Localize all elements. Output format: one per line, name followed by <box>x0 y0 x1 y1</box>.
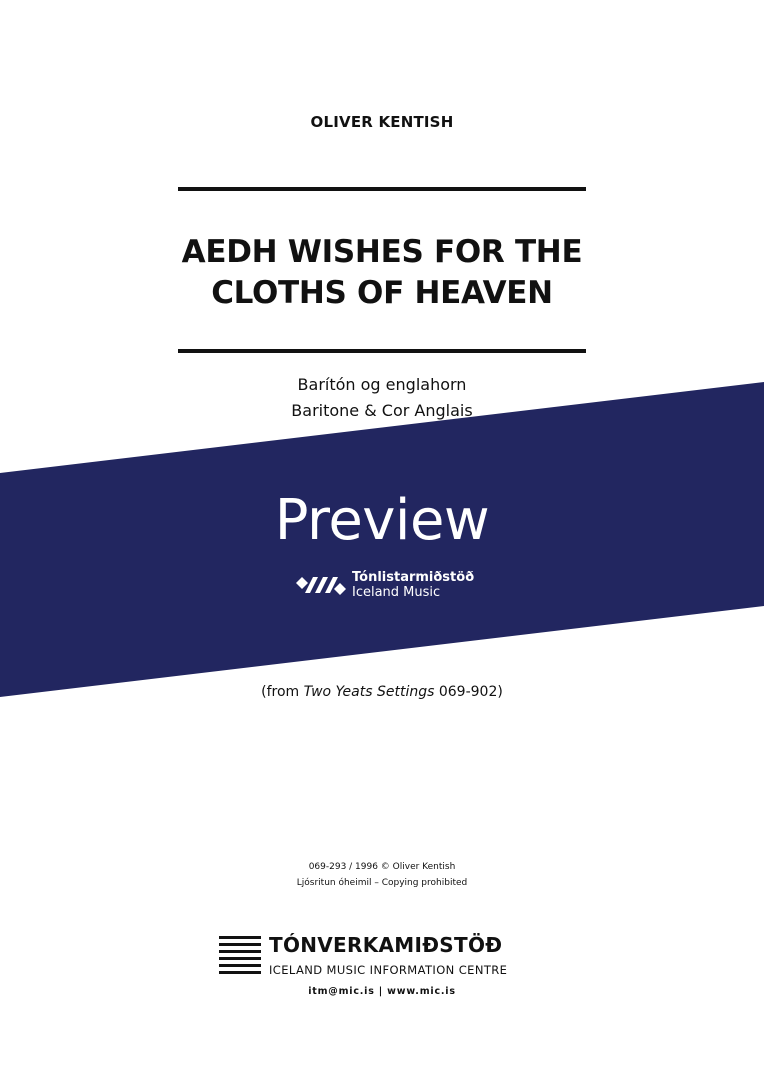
score-title-line-2: CLOTHS OF HEAVEN <box>211 275 553 311</box>
iceland-music-logo-line-1: Tónlistarmiðstöð <box>352 570 475 585</box>
iceland-music-mark-icon <box>294 572 346 598</box>
instrumentation-english: Baritone & Cor Anglais <box>291 401 473 420</box>
copyright-line: 069-293 / 1996 © Oliver Kentish <box>308 862 456 872</box>
iceland-music-logo <box>294 570 474 600</box>
copying-prohibited-line: Ljósritun óheimil – Copying prohibited <box>296 878 468 888</box>
source-catalog-number: 069-902) <box>434 684 503 700</box>
publisher-subtitle: ICELAND MUSIC INFORMATION CENTRE <box>269 963 508 977</box>
iceland-music-logo-line-2: Iceland Music <box>352 585 441 600</box>
score-title-line-1: AEDH WISHES FOR THE <box>181 234 583 270</box>
instrumentation-icelandic: Barítón og englahorn <box>297 375 467 394</box>
source-open: (from <box>261 684 304 700</box>
composer-name: OLIVER KENTISH <box>310 113 454 131</box>
source-work-title: Two Yeats Settings <box>303 684 435 700</box>
preview-label: Preview <box>274 488 490 553</box>
publisher-contact[interactable]: itm@mic.is | www.mic.is <box>308 986 456 997</box>
publisher-name: TÓNVERKAMIÐSTÖÐ <box>269 933 503 957</box>
